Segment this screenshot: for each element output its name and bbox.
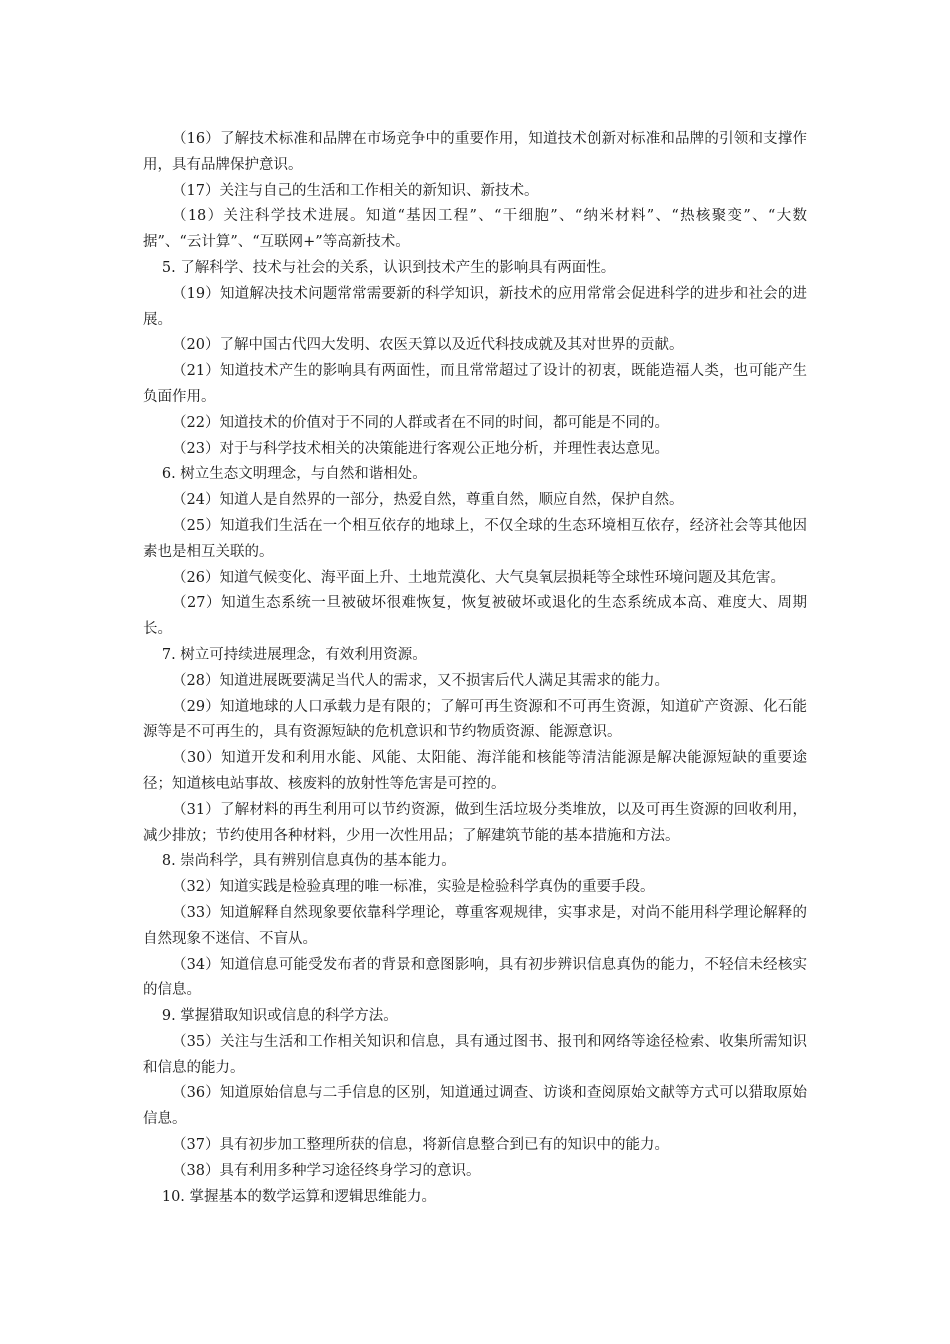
item-34: （34）知道信息可能受发布者的背景和意图影响，具有初步辨识信息真伪的能力，不轻信未经核实的信息。 xyxy=(143,956,807,999)
item-35: （35）关注与生活和工作相关知识和信息，具有通过图书、报刊和网络等途径检索、收集所需知识和信息的能力。 xyxy=(143,1033,807,1076)
item-36: （36）知道原始信息与二手信息的区别，知道通过调查、访谈和查阅原始文献等方式可以猎取原始信息。 xyxy=(143,1085,807,1128)
item-25: （25）知道我们生活在一个相互依存的地球上，不仅全球的生态环境相互依存，经济社会等其他因素也是相互关联的。 xyxy=(143,517,807,560)
item-27: （27）知道生态系统一旦被破坏很难恢复，恢复被破坏或退化的生态系统成本高、难度大、周期长。 xyxy=(143,595,807,638)
item-32: （32）知道实践是检验真理的唯一标准，实验是检验科学真伪的重要手段。 xyxy=(172,879,655,896)
item-22: （22）知道技术的价值对于不同的人群或者在不同的时间，都可能是不同的。 xyxy=(172,414,669,431)
item-31: （31）了解材料的再生利用可以节约资源，做到生活垃圾分类堆放，以及可再生资源的回收利用，减少排放；节约使用各种材料，少用一次性用品；了解建筑节能的基本措施和方法。 xyxy=(143,801,807,844)
item-18: （18）关注科学技术进展。知道“基因工程”、“干细胞”、“纳米材料”、“热核聚变”、“大数据”、“云计算”、“互联网+”等高新技术。 xyxy=(143,208,807,251)
item-37: （37）具有初步加工整理所获的信息，将新信息整合到已有的知识中的能力。 xyxy=(172,1137,669,1154)
section-heading-9: 9. 掌握猎取知识或信息的科学方法。 xyxy=(161,1008,398,1025)
section-heading-6: 6. 树立生态文明理念，与自然和谐相处。 xyxy=(161,466,427,483)
item-16: （16）了解技术标准和品牌在市场竞争中的重要作用，知道技术创新对标准和品牌的引领和支撑作用，具有品牌保护意识。 xyxy=(143,131,807,173)
item-28: （28）知道进展既要满足当代人的需求，又不损害后代人满足其需求的能力。 xyxy=(172,672,669,689)
item-33: （33）知道解释自然现象要依靠科学理论，尊重客观规律，实事求是，对尚不能用科学理论解释的自然现象不迷信、不盲从。 xyxy=(143,904,807,947)
section-heading-8: 8. 崇尚科学，具有辨别信息真伪的基本能力。 xyxy=(161,853,456,870)
section-heading-5: 5. 了解科学、技术与社会的关系，认识到技术产生的影响具有两面性。 xyxy=(161,259,616,276)
item-38: （38）具有利用多种学习途径终身学习的意识。 xyxy=(172,1162,481,1179)
item-20: （20）了解中国古代四大发明、农医天算以及近代科技成就及其对世界的贡献。 xyxy=(172,337,684,354)
item-17: （17）关注与自己的生活和工作相关的新知识、新技术。 xyxy=(172,182,539,199)
item-29: （29）知道地球的人口承载力是有限的；了解可再生资源和不可再生资源，知道矿产资源、化石能源等是不可再生的，具有资源短缺的危机意识和节约物质资源、能源意识。 xyxy=(143,698,807,741)
item-30: （30）知道开发和利用水能、风能、太阳能、海洋能和核能等清洁能源是解决能源短缺的重要途径；知道核电站事故、核废料的放射性等危害是可控的。 xyxy=(143,750,807,792)
item-23: （23）对于与科学技术相关的决策能进行客观公正地分析，并理性表达意见。 xyxy=(172,440,669,457)
item-19: （19）知道解决技术问题常常需要新的科学知识，新技术的应用常常会促进科学的进步和社会的进展。 xyxy=(143,285,807,328)
document-page xyxy=(143,127,807,1210)
item-21: （21）知道技术产生的影响具有两面性，而且常常超过了设计的初衷，既能造福人类，也可能产生负面作用。 xyxy=(143,363,807,405)
section-heading-10: 10. 掌握基本的数学运算和逻辑思维能力。 xyxy=(161,1188,437,1205)
item-26: （26）知道气候变化、海平面上升、土地荒漠化、大气臭氧层损耗等全球性环境问题及其危害。 xyxy=(172,569,785,586)
section-heading-7: 7. 树立可持续进展理念，有效利用资源。 xyxy=(161,646,427,663)
item-24: （24）知道人是自然界的一部分，热爱自然，尊重自然，顺应自然，保护自然。 xyxy=(172,492,684,509)
